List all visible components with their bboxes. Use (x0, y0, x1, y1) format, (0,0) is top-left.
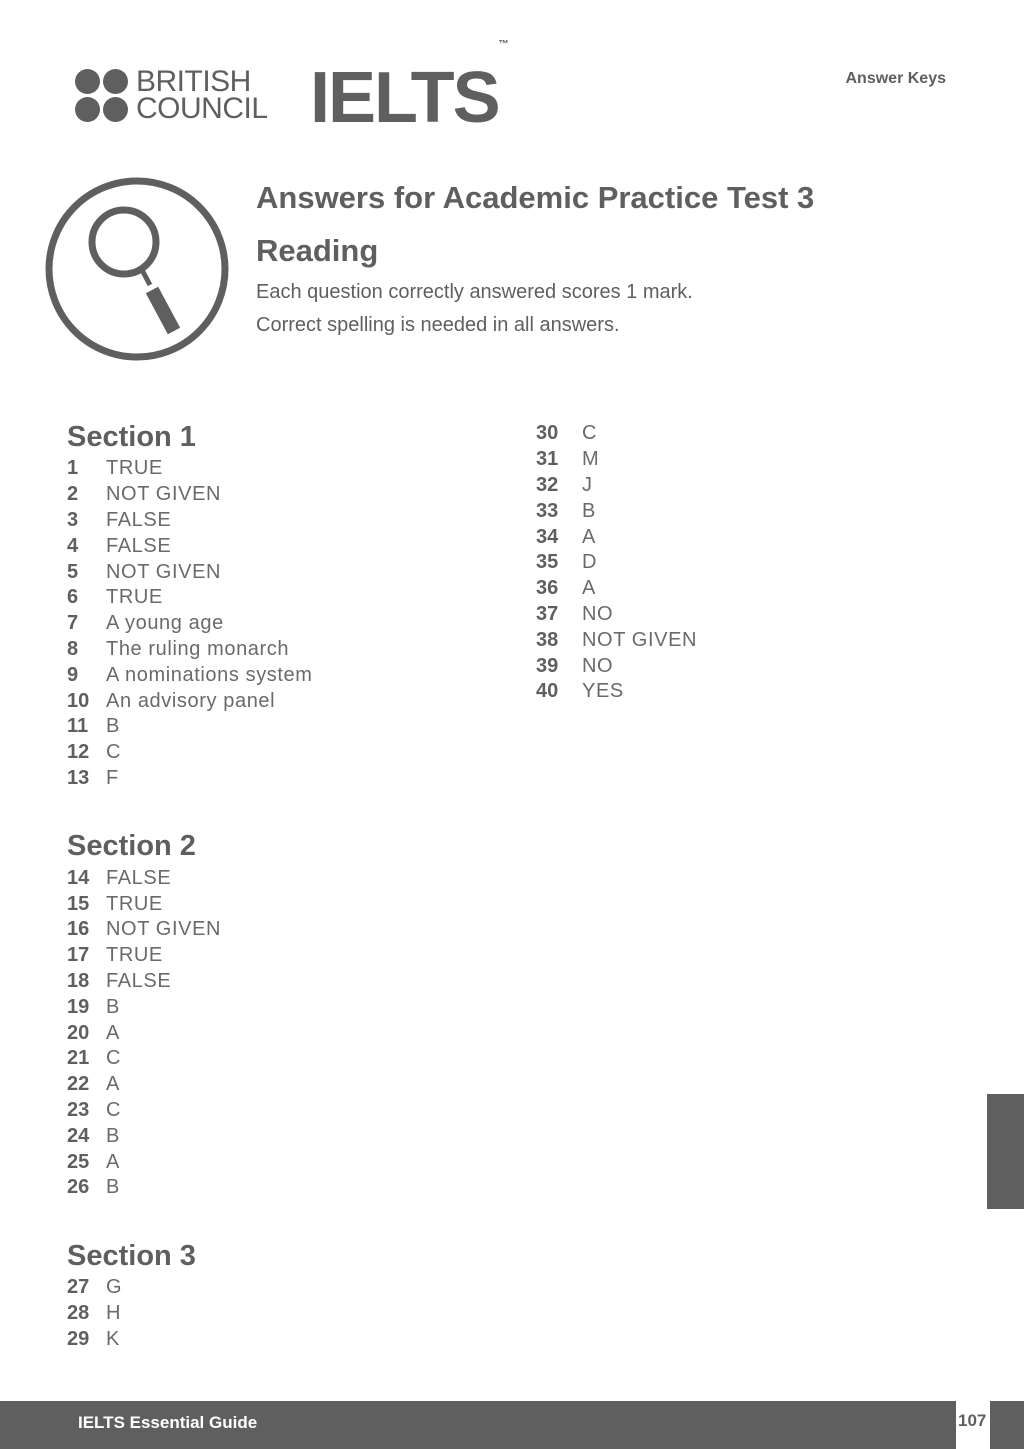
answer-text: TRUE (106, 457, 163, 480)
answer-text: C (106, 741, 122, 764)
question-number: 38 (536, 628, 559, 651)
answer-text: J (582, 473, 593, 496)
answer-item (536, 524, 697, 550)
answer-item (67, 994, 313, 1020)
answer-item (67, 943, 313, 969)
question-number: 18 (67, 969, 90, 992)
question-number: 3 (67, 508, 79, 531)
answer-item (67, 508, 313, 534)
answer-list (67, 865, 313, 1200)
section-title: Section 3 (67, 1239, 196, 1272)
chapter-tab-marker (987, 1094, 1024, 1209)
question-number: 23 (67, 1098, 90, 1121)
answer-text: NOT GIVEN (106, 918, 222, 941)
question-number: 32 (536, 473, 559, 496)
four-dots-logo-icon (75, 69, 128, 122)
answer-text: TRUE (106, 586, 163, 609)
question-number: 4 (67, 534, 79, 557)
answer-text: FALSE (106, 866, 172, 889)
answer-text: B (106, 995, 120, 1018)
answer-text: FALSE (106, 508, 172, 531)
answer-item (67, 1123, 313, 1149)
answers-column-left (67, 420, 313, 1390)
british-council-wordmark (136, 65, 268, 125)
answer-item (536, 550, 697, 576)
answer-item (67, 891, 313, 917)
answers-column-right (536, 421, 697, 705)
answer-text: M (582, 448, 600, 471)
answer-item (67, 1275, 313, 1301)
question-number: 16 (67, 918, 90, 941)
answer-text: FALSE (106, 534, 172, 557)
answer-item (67, 688, 313, 714)
question-number: 17 (67, 944, 90, 967)
answer-item (536, 679, 697, 705)
answer-item (67, 456, 313, 482)
ielts-wordmark: IELTS (310, 58, 499, 138)
answer-text: NOT GIVEN (106, 560, 222, 583)
section-1 (67, 420, 313, 791)
answer-item (67, 662, 313, 688)
answer-item (67, 1326, 313, 1352)
answer-item (536, 421, 697, 447)
question-number: 6 (67, 586, 79, 609)
answer-item (67, 740, 313, 766)
question-number: 5 (67, 560, 79, 583)
answer-text: An advisory panel (106, 689, 276, 712)
answer-text: G (106, 1276, 123, 1299)
page-footer (0, 1401, 1024, 1449)
answer-item (536, 498, 697, 524)
answer-text: A nominations system (106, 663, 313, 686)
answer-item (536, 627, 697, 653)
answer-text: NOT GIVEN (582, 628, 698, 651)
answer-item (67, 533, 313, 559)
question-number: 7 (67, 612, 79, 635)
instruction-line: Correct spelling is needed in all answers. (256, 314, 620, 336)
answer-text: F (106, 766, 119, 789)
answer-item (67, 559, 313, 585)
answer-text: NO (582, 654, 614, 677)
answer-list (67, 456, 313, 791)
answer-item (67, 865, 313, 891)
answer-item (67, 766, 313, 792)
answer-item (536, 653, 697, 679)
question-number: 15 (67, 892, 90, 915)
instruction-line: Each question correctly answered scores 1 mark. (256, 281, 693, 303)
question-number: 2 (67, 483, 79, 506)
question-number: 34 (536, 525, 559, 548)
answer-item (67, 969, 313, 995)
answer-item (67, 1175, 313, 1201)
question-number: 37 (536, 602, 559, 625)
answer-item (67, 1020, 313, 1046)
answer-item (67, 1149, 313, 1175)
question-number: 12 (67, 741, 90, 764)
answer-item (67, 1098, 313, 1124)
question-number: 20 (67, 1021, 90, 1044)
ielts-logo (310, 39, 509, 138)
answer-text: FALSE (106, 969, 172, 992)
question-number: 10 (67, 689, 90, 712)
answer-text: YES (582, 680, 624, 703)
page-title: Answers for Academic Practice Test 3 (256, 180, 815, 215)
answer-item (67, 585, 313, 611)
question-number: 13 (67, 766, 90, 789)
question-number: 26 (67, 1176, 90, 1199)
answer-item (67, 482, 313, 508)
answer-text: C (582, 422, 598, 445)
brand-line-1: BRITISH (136, 65, 251, 98)
answer-item (67, 714, 313, 740)
answer-text: C (106, 1098, 122, 1121)
page-number: 107 (958, 1411, 987, 1430)
question-number: 22 (67, 1073, 90, 1096)
answer-item (67, 1046, 313, 1072)
answer-text: C (106, 1047, 122, 1070)
answer-text: TRUE (106, 944, 163, 967)
question-number: 35 (536, 551, 559, 574)
instructions (256, 276, 693, 342)
question-number: 11 (67, 715, 89, 738)
trademark-symbol: ™ (498, 39, 509, 50)
answer-text: B (582, 499, 596, 522)
answer-text: The ruling monarch (106, 637, 290, 660)
answer-text: B (106, 1176, 120, 1199)
answer-list (67, 1275, 313, 1352)
question-number: 21 (67, 1047, 90, 1070)
section-2 (67, 829, 313, 1200)
footer-guide-title: IELTS Essential Guide (78, 1413, 258, 1432)
answer-item (67, 917, 313, 943)
question-number: 25 (67, 1150, 90, 1173)
british-council-logo (75, 65, 268, 125)
question-number: 8 (67, 637, 79, 660)
answer-item (536, 576, 697, 602)
question-number: 31 (536, 448, 559, 471)
question-number: 39 (536, 654, 559, 677)
question-number: 28 (67, 1301, 90, 1324)
answer-text: K (106, 1327, 120, 1350)
running-header: Answer Keys (845, 70, 946, 87)
answer-text: A young age (106, 612, 224, 635)
answer-item (67, 611, 313, 637)
answer-item (67, 1072, 313, 1098)
answer-item (536, 602, 697, 628)
answer-item (67, 637, 313, 663)
section-title: Section 2 (67, 830, 196, 863)
answer-text: A (582, 525, 596, 548)
answer-text: A (106, 1150, 120, 1173)
question-number: 1 (67, 457, 79, 480)
answer-text: NO (582, 602, 614, 625)
section-title: Section 1 (67, 421, 196, 453)
question-number: 30 (536, 422, 559, 445)
question-number: 33 (536, 499, 559, 522)
question-number: 36 (536, 577, 559, 600)
reading-heading: Reading (256, 233, 379, 268)
answer-text: H (106, 1301, 122, 1324)
answer-text: B (106, 715, 120, 738)
magnifying-glass-icon (44, 176, 230, 362)
section-3 (67, 1239, 313, 1352)
question-number: 19 (67, 995, 90, 1018)
answer-text: B (106, 1124, 120, 1147)
question-number: 14 (67, 866, 90, 889)
question-number: 29 (67, 1327, 90, 1350)
question-number: 27 (67, 1276, 90, 1299)
answer-text: A (106, 1021, 120, 1044)
answer-item (536, 447, 697, 473)
brand-line-2: COUNCIL (136, 92, 268, 125)
question-number: 24 (67, 1124, 90, 1147)
answer-text: TRUE (106, 892, 163, 915)
question-number: 9 (67, 663, 79, 686)
answer-text: NOT GIVEN (106, 483, 222, 506)
question-number: 40 (536, 680, 559, 703)
answer-item (67, 1301, 313, 1327)
answer-item (536, 473, 697, 499)
answer-text: D (582, 551, 598, 574)
answer-list-continued (536, 421, 697, 705)
answer-text: A (106, 1073, 120, 1096)
footer-edge-strip (990, 1401, 1024, 1449)
answer-text: A (582, 577, 596, 600)
